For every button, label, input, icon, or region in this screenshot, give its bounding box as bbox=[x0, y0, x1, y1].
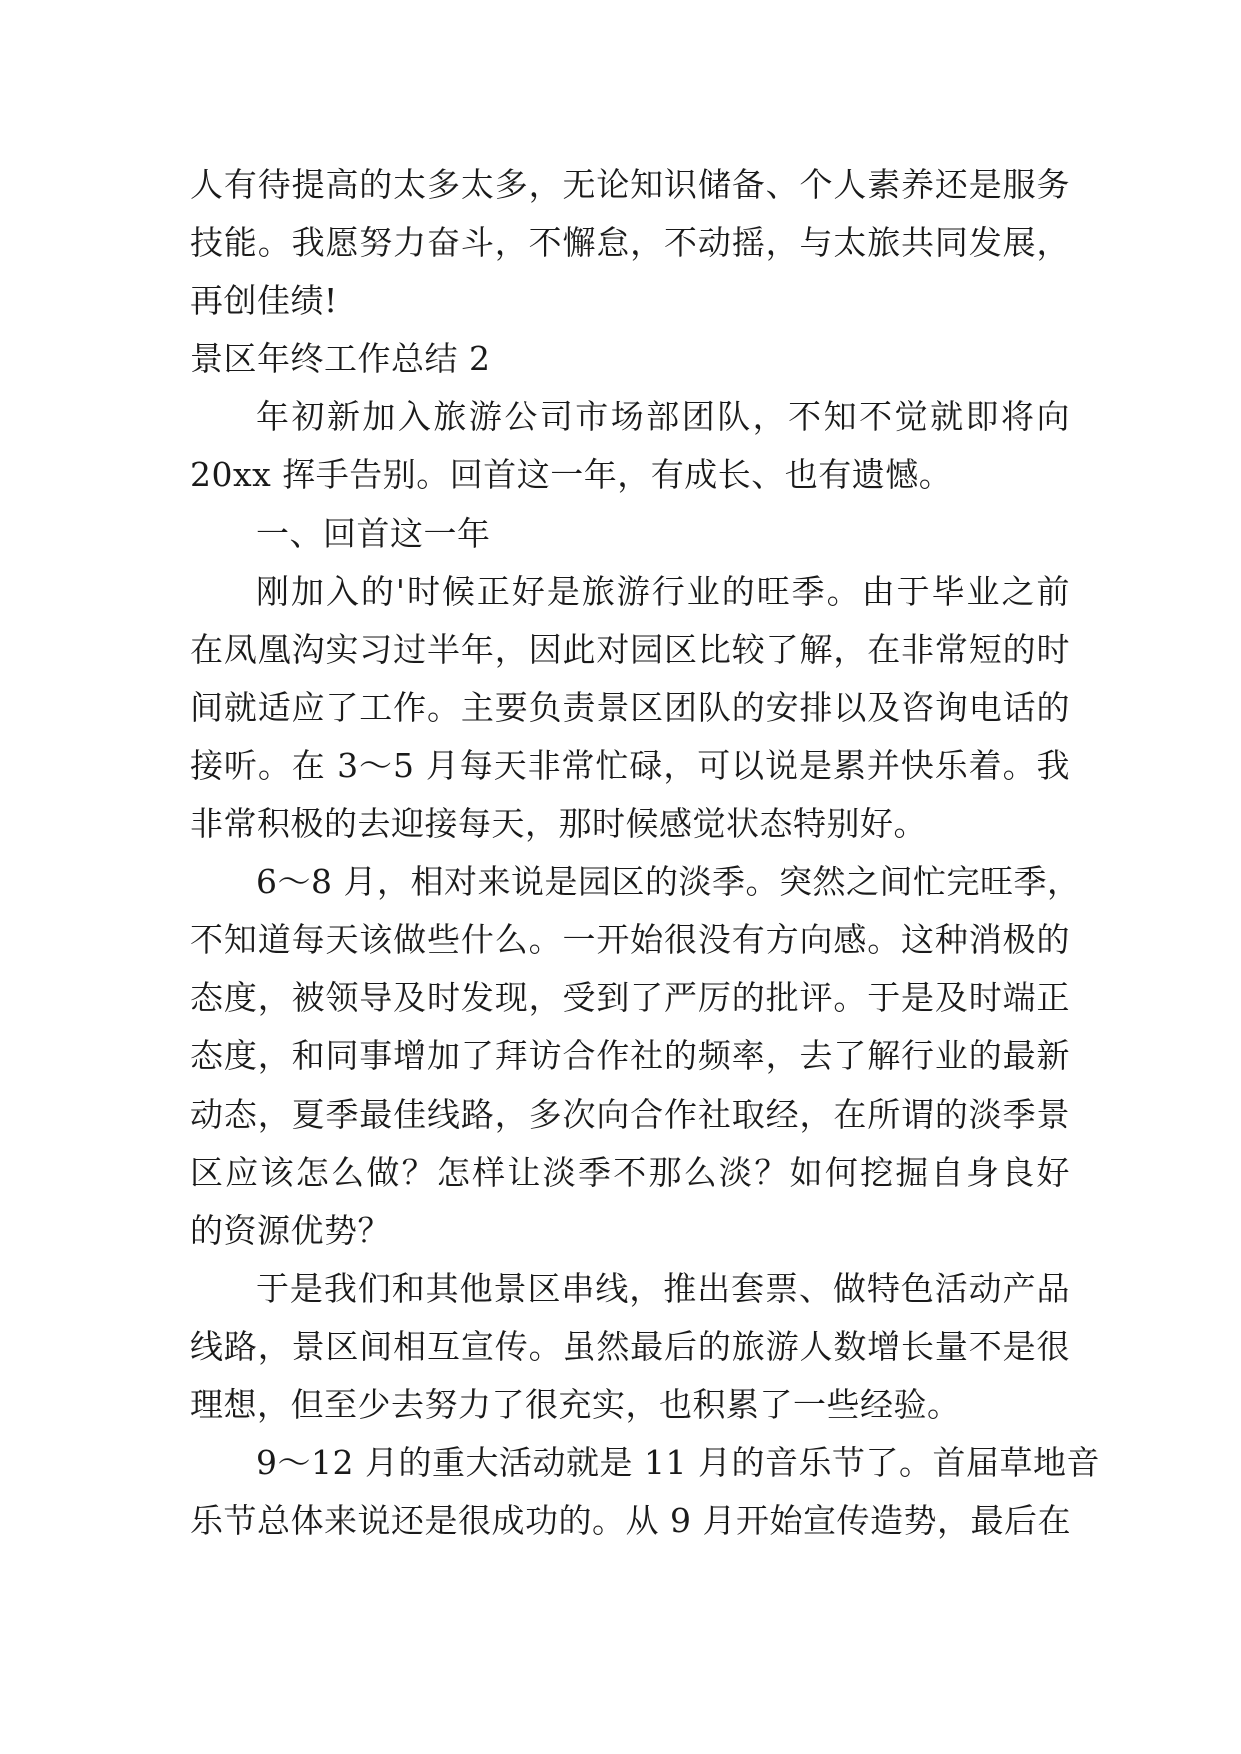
text-line: 再创佳绩! bbox=[190, 281, 338, 321]
text-line: 线路，景区间相互宣传。虽然最后的旅游人数增长量不是很 bbox=[190, 1326, 1070, 1366]
text-line: 理想，但至少去努力了很充实，也积累了一些经验。 bbox=[190, 1384, 961, 1424]
text-line: 乐节总体来说还是很成功的。从 9 月开始宣传造势，最后在 bbox=[190, 1501, 1071, 1541]
text-line: 接听。在 3～5 月每天非常忙碌，可以说是累并快乐着。我 bbox=[190, 745, 1070, 785]
text-line: 间就适应了工作。主要负责景区团队的安排以及咨询电话的 bbox=[190, 687, 1070, 727]
text-line: 刚加入的'时候正好是旅游行业的旺季。由于毕业之前 bbox=[256, 571, 1070, 611]
text-line: 人有待提高的太多太多，无论知识储备、个人素养还是服务 bbox=[190, 165, 1070, 204]
text-line: 的资源优势？ bbox=[190, 1210, 391, 1250]
text-line: 态度，被领导及时发现，受到了严厉的批评。于是及时端正 bbox=[190, 978, 1070, 1018]
text-line: 动态，夏季最佳线路，多次向合作社取经，在所谓的淡季景 bbox=[190, 1094, 1070, 1134]
text-line: 技能。我愿努力奋斗，不懈怠，不动摇，与太旅共同发展， bbox=[190, 223, 1070, 263]
text-line: 在凤凰沟实习过半年，因此对园区比较了解，在非常短的时 bbox=[190, 629, 1070, 669]
text-line: 不知道每天该做些什么。一开始很没有方向感。这种消极的 bbox=[190, 920, 1070, 960]
text-line: 态度，和同事增加了拜访合作社的频率，去了解行业的最新 bbox=[190, 1036, 1070, 1076]
text-line: 9～12 月的重大活动就是 11 月的音乐节了。首届草地音 bbox=[256, 1443, 1100, 1483]
text-line: 一、回首这一年 bbox=[256, 513, 491, 553]
text-line: 6～8 月，相对来说是园区的淡季。突然之间忙完旺季， bbox=[256, 862, 1081, 902]
text-line: 于是我们和其他景区串线，推出套票、做特色活动产品 bbox=[256, 1268, 1070, 1308]
text-line: 年初新加入旅游公司市场部团队，不知不觉就即将向 bbox=[256, 397, 1070, 437]
text-line: 非常积极的去迎接每天，那时候感觉状态特别好。 bbox=[190, 804, 927, 844]
text-line: 20xx 挥手告别。回首这一年，有成长、也有遗憾。 bbox=[190, 455, 953, 495]
text-line: 区应该怎么做？怎样让淡季不那么淡？如何挖掘自身良好 bbox=[190, 1152, 1070, 1192]
document-body bbox=[190, 156, 1100, 1550]
text-line: 景区年终工作总结 2 bbox=[190, 339, 491, 379]
